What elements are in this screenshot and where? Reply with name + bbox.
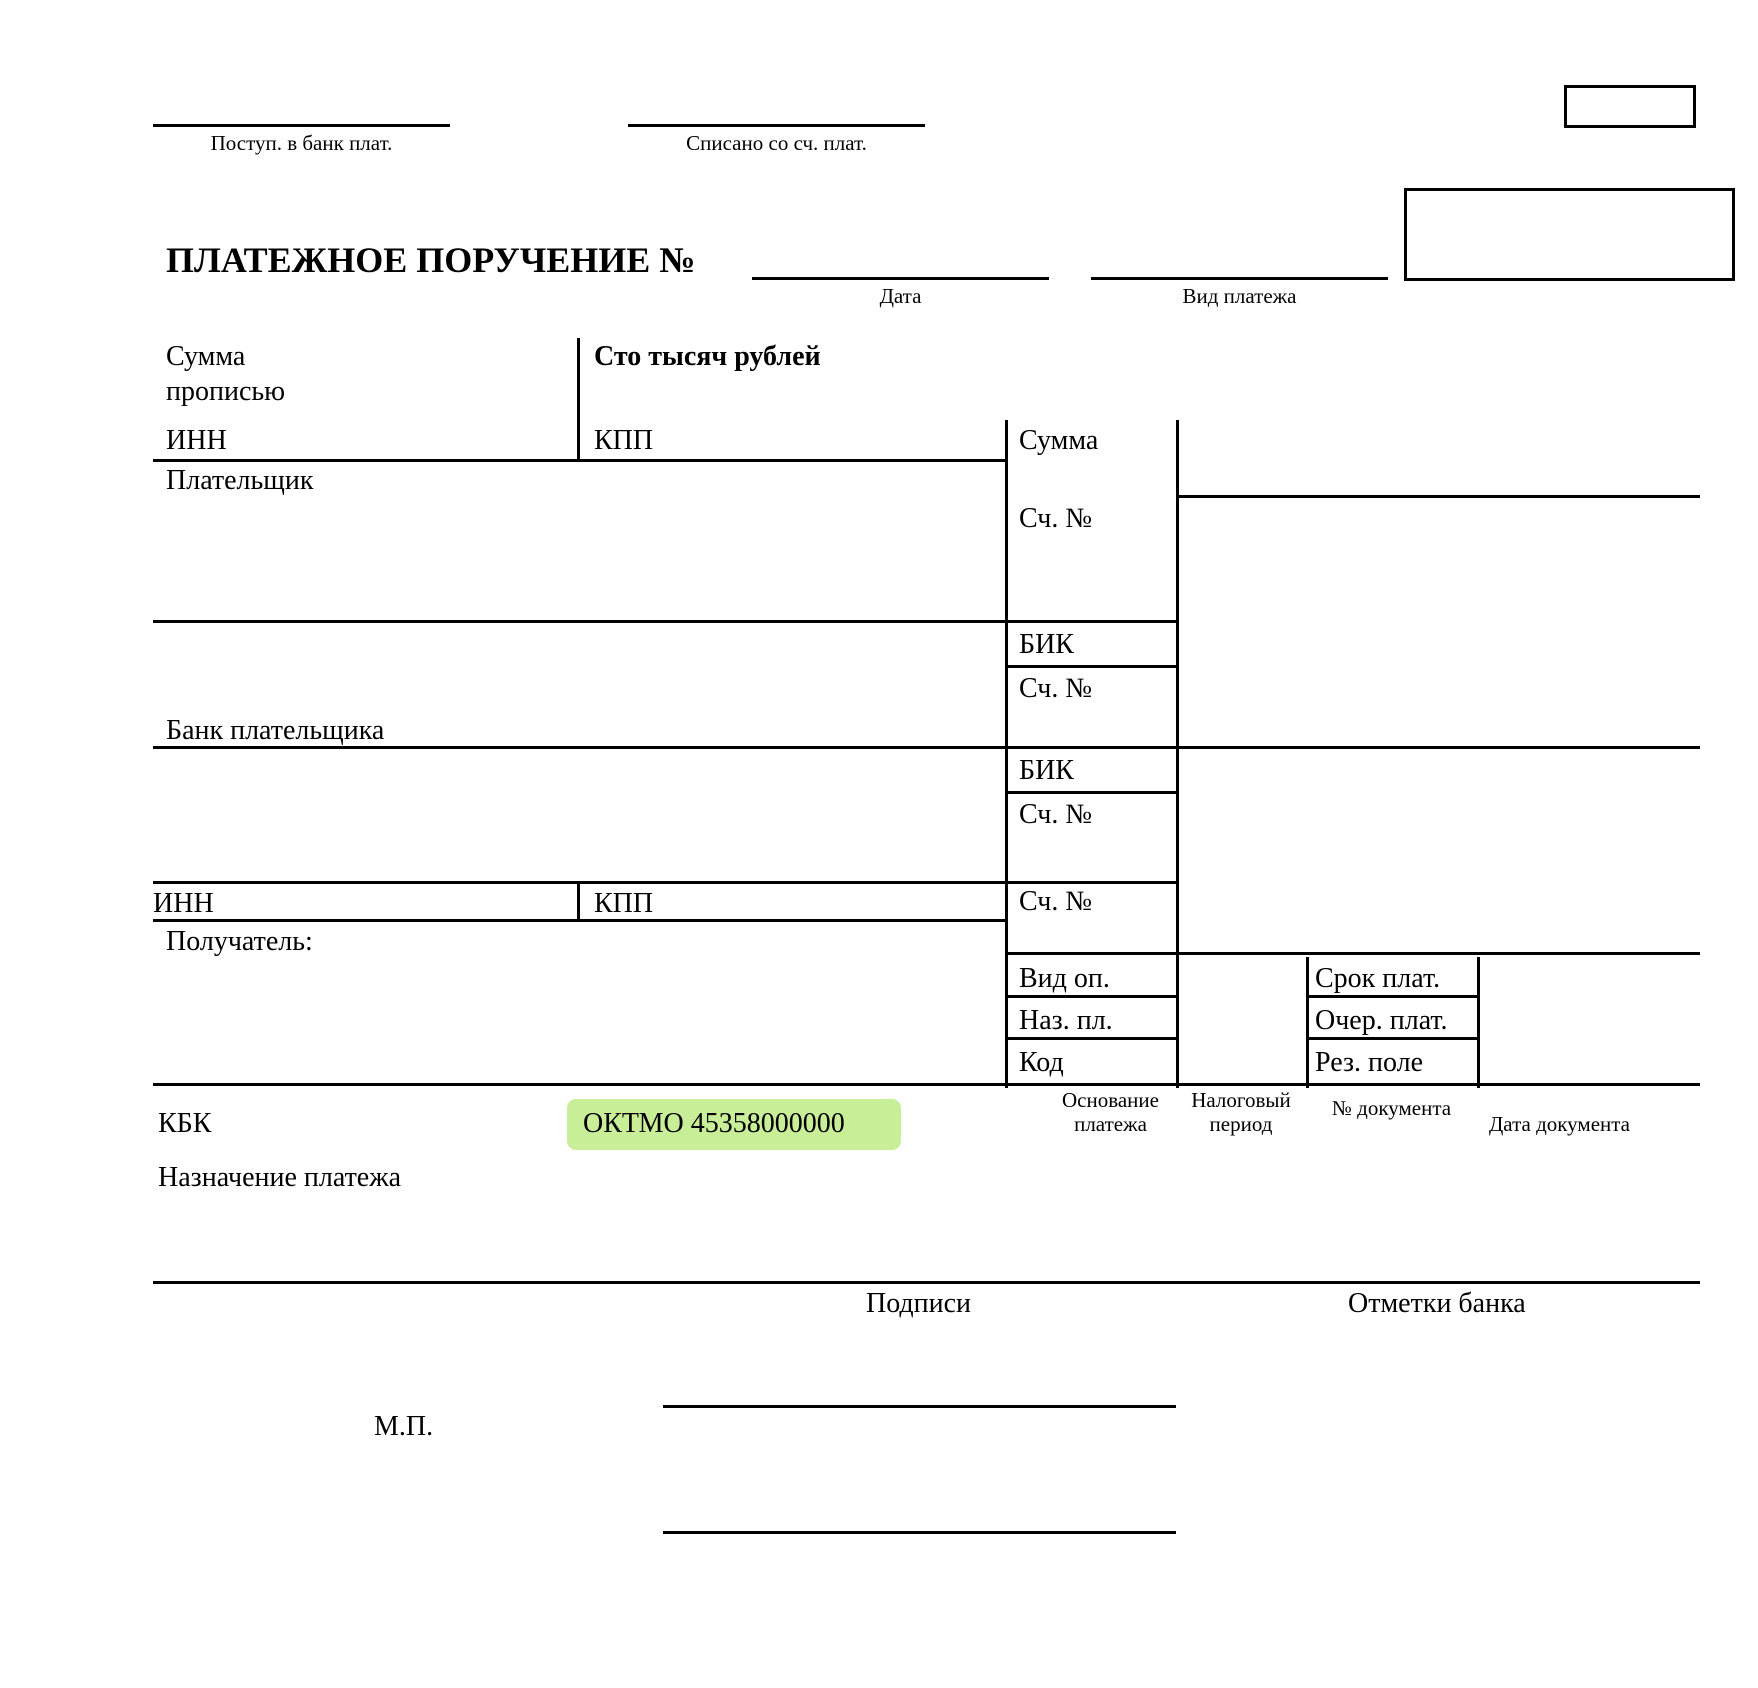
- bank-marks-label: Отметки банка: [1348, 1288, 1526, 1319]
- signatures-label: Подписи: [866, 1288, 972, 1319]
- status-box: [1404, 188, 1735, 281]
- recipient-bottom-line: [153, 1083, 1700, 1086]
- purpose-code-label: Наз. пл.: [1019, 1005, 1113, 1036]
- payer-account-label: Сч. №: [1019, 503, 1093, 534]
- amount-row-line: [1176, 495, 1700, 498]
- due-date-label: Срок плат.: [1315, 963, 1441, 994]
- form-code-box: [1564, 85, 1696, 128]
- codes-row2-line-left: [1005, 1037, 1179, 1040]
- amount-words-label-line1: Сумма: [166, 341, 246, 372]
- recipient-kpp-label: КПП: [594, 888, 654, 919]
- payer-bank-line: [153, 746, 1700, 749]
- payer-label: Плательщик: [166, 465, 314, 496]
- page-title: ПЛАТЕЖНОЕ ПОРУЧЕНИЕ №: [166, 240, 696, 280]
- amount-words-value: Сто тысяч рублей: [594, 341, 821, 372]
- debited-label: Списано со сч. плат.: [686, 131, 867, 155]
- recipient-label: Получатель:: [166, 926, 313, 957]
- doc-date-label: Дата документа: [1488, 1112, 1631, 1136]
- codes-row1-line-right: [1306, 995, 1480, 998]
- recipient-account-label: Сч. №: [1019, 886, 1093, 917]
- recipient-bank-bik-line: [1005, 791, 1179, 794]
- period-label-line2: период: [1209, 1112, 1273, 1136]
- oktmo-value: ОКТМО 45358000000: [583, 1108, 845, 1139]
- recipient-bank-account-label: Сч. №: [1019, 799, 1093, 830]
- doc-number-label: № документа: [1331, 1096, 1452, 1120]
- purpose-label: Назначение платежа: [158, 1162, 402, 1193]
- signature-line-2: [663, 1531, 1176, 1534]
- grid-vline-left: [1005, 420, 1008, 1088]
- stamp-label: М.П.: [374, 1411, 434, 1442]
- payment-type-line: [1091, 277, 1388, 280]
- period-label-line1: Налоговый: [1191, 1088, 1291, 1112]
- payer-bank-account-label: Сч. №: [1019, 673, 1093, 704]
- kbk-label: КБК: [158, 1108, 212, 1139]
- op-type-label: Вид оп.: [1019, 963, 1110, 994]
- codes-row2-line-right: [1306, 1037, 1480, 1040]
- payer-bank-label: Банк плательщика: [166, 715, 385, 746]
- priority-label: Очер. плат.: [1315, 1005, 1448, 1036]
- signature-line-1: [663, 1405, 1176, 1408]
- codes-top-line: [1005, 952, 1700, 955]
- recipient-bank-bik-label: БИК: [1019, 755, 1074, 786]
- payer-bank-bik-line: [1005, 665, 1179, 668]
- amount-words-label-line2: прописью: [166, 376, 286, 407]
- payer-inn-label: ИНН: [166, 425, 227, 456]
- debited-line: [628, 124, 925, 127]
- received-label: Поступ. в банк плат.: [210, 131, 393, 155]
- received-line: [153, 124, 450, 127]
- payer-kpp-label: КПП: [594, 425, 654, 456]
- basis-label-line2: платежа: [1074, 1112, 1147, 1136]
- grid-vline-taxcol2: [1477, 957, 1480, 1088]
- payment-type-label: Вид платежа: [1182, 284, 1297, 308]
- date-line: [752, 277, 1049, 280]
- payer-section-line: [153, 620, 1179, 623]
- code-label: Код: [1019, 1047, 1064, 1078]
- date-label: Дата: [879, 284, 922, 308]
- basis-label-line1: Основание: [1062, 1088, 1159, 1112]
- payer-bank-bik-label: БИК: [1019, 629, 1074, 660]
- recipient-inn-divider: [577, 881, 580, 921]
- payer-inn-divider: [577, 420, 580, 462]
- grid-vline-taxcol: [1306, 957, 1309, 1088]
- grid-vline-mid: [1176, 420, 1179, 1088]
- payer-amount-label: Сумма: [1019, 425, 1099, 456]
- recipient-inn-label: ИНН: [153, 888, 214, 919]
- codes-row1-line-left: [1005, 995, 1179, 998]
- recipient-inn-line: [153, 919, 1008, 922]
- purpose-bottom-line: [153, 1281, 1700, 1284]
- payer-inn-line: [153, 459, 1008, 462]
- recipient-bank-line: [153, 881, 1179, 884]
- reserve-label: Рез. поле: [1315, 1047, 1424, 1078]
